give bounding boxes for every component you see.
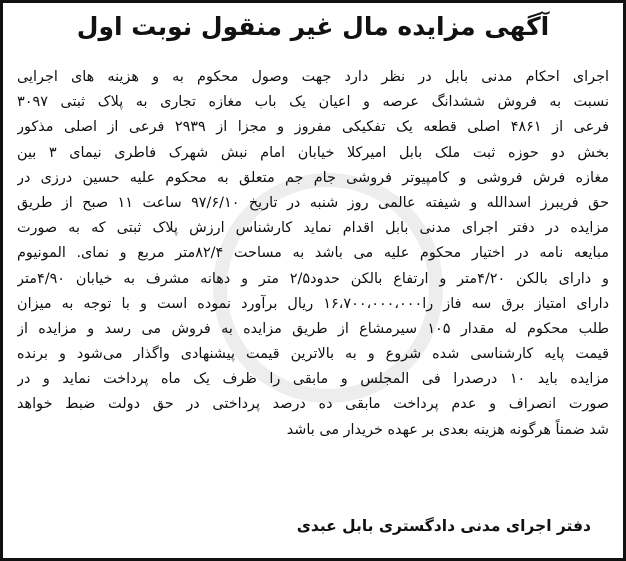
body-line: مزایده در دفتر اجرای مدنی بابل اقدام نماید کارشناس ارزش پلاک ثبتی که به صورت xyxy=(17,220,609,237)
body-line: قیمت پایه کارشناسی شده شروع و به بالاترین قیمت پیشنهادی واگذار می‌شود و برنده xyxy=(17,346,609,363)
notice-body xyxy=(17,65,609,443)
body-line: مزایده باید ۱۰ درصدرا فی المجلس و مابقی را ظرف یک ماه پرداخت نماید و در xyxy=(17,371,609,388)
body-line: دارای امتیاز برق سه فاز را۱۶،۷۰۰،۰۰۰،۰۰۰ ریال برآورد نموده است و با توجه به میزان xyxy=(17,295,609,312)
body-line: صورت انصراف و عدم پرداخت مابقی ده درصد پرداختی در حق دولت ضبط خواهد xyxy=(17,396,609,413)
body-line-last: شد ضمناً هرگونه هزینه بعدی بر عهده خریدار می باشد xyxy=(286,421,609,438)
body-line: مبایعه نامه در اختیار محکوم علیه می باشد به مساحت ۸۲/۴متر مربع و نمای. المونیوم xyxy=(17,245,609,262)
notice-signature: دفتر اجرای مدنی دادگستری بابل عبدی xyxy=(296,517,591,535)
body-line: نسبت به فروش ششدانگ عرصه و اعیان یک باب مغازه تجاری به پلاک ثبتی ۳۰۹۷ xyxy=(17,94,609,111)
body-line: طلب محکوم له مقدار ۱۰۵ سیرمشاع از طریق مزایده به فروش می رسد و مزایده از xyxy=(17,320,609,337)
body-line: فرعی از ۴۸۶۱ اصلی قطعه یک تفکیکی مفروز و مجزا از ۲۹۳۹ فرعی از اصلی مذکور xyxy=(17,119,609,136)
notice-title: آگهی مزایده مال غیر منقول نوبت اول xyxy=(76,12,550,41)
body-line: و دارای بالکن ۴/۲۰متر و ارتفاع بالکن حدود۲/۵ متر و دهانه مشرف به خیابان ۴/۹۰متر xyxy=(17,270,609,287)
body-line: اجرای احکام مدنی بابل در نظر دارد جهت وصول محکوم به و هزینه های اجرایی xyxy=(17,69,609,85)
body-line: بخش دو حوزه ثبت ملک بابل امیرکلا خیابان امام نبش شهرک فاطری نیمای ۳ بین xyxy=(17,144,609,161)
body-line: حق فریبرز اسدالله و شیفته عالمی روز شنبه در تاریخ ۹۷/۶/۱۰ ساعت ۱۱ صبح از طریق xyxy=(17,194,609,211)
body-line: مغازه فرش فروشی و کامپیوتر فروشی جام جم متعلق به محکوم علیه حسین درزی در xyxy=(17,169,609,186)
